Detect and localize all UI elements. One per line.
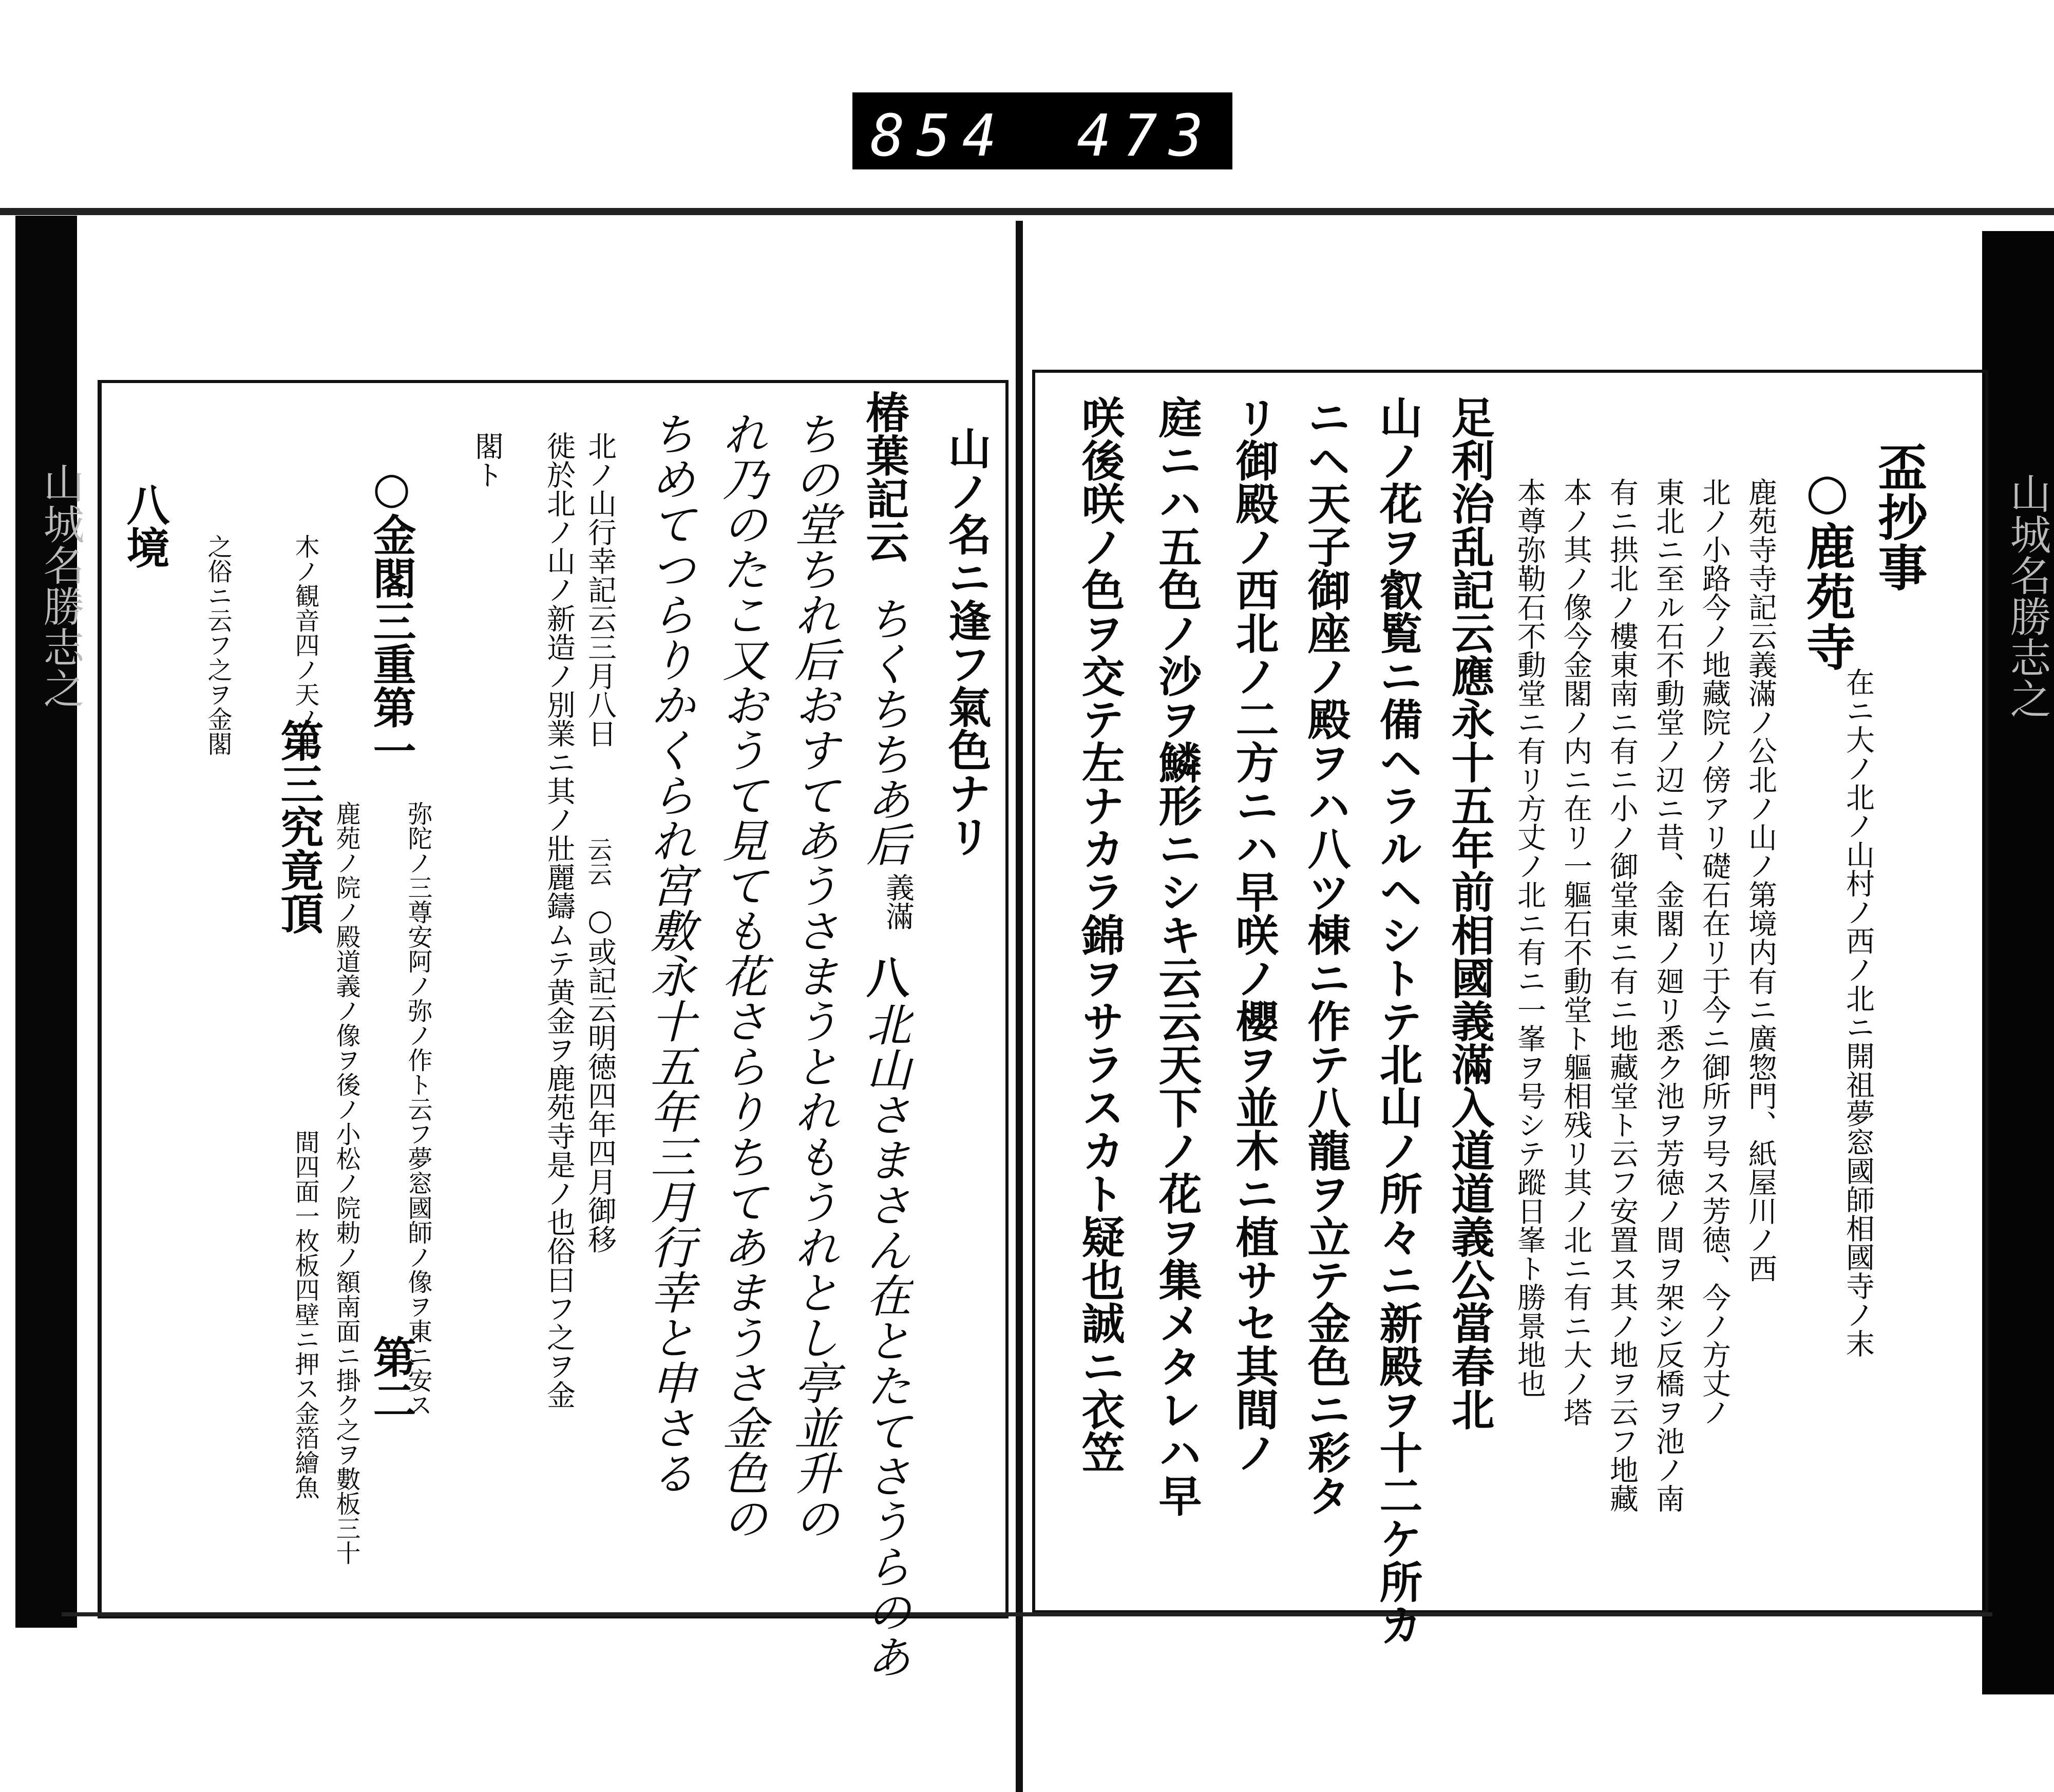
small-line-3: 東北ニ至ル石不動堂ノ辺ニ昔、金閣ノ廻リ悉ク池ヲ芳徳ノ間ヲ架シ反橋ヲ池ノ南 [1651,478,1685,1513]
entry-title: ○鹿苑寺 [1798,462,1856,672]
bottom-rule [62,1612,1992,1616]
body-line-1: 足利治乱記云應永十五年前相國義滿入道道義公當春北 [1444,395,1495,1431]
small-line-2: 北ノ小路今ノ地藏院ノ傍アリ礎石在リ于今ニ御所ヲ号ス芳徳、今ノ方丈ノ [1698,478,1731,1426]
kinkaku-note-5: 之俗ニ云フ之ヲ金閣 [203,534,232,756]
kinkaku-second: 第二 [366,1335,417,1421]
edge-title-right: 山城名勝志之 [2003,472,2051,719]
left-line-1: 山ノ名ニ逢フ氣色ナリ [941,426,992,857]
small-line-4: 有ニ拱北ノ樓東南ニ有ニ小ノ御堂東ニ有ニ地藏堂ト云フ安置ス其ノ地ヲ云フ地藏 [1605,478,1639,1513]
edge-title-left: 山城名勝志之 [36,462,84,709]
left-line-2-tail: 八 [859,955,910,998]
kinkaku-note-2: 鹿苑ノ院ノ殿道義ノ像ヲ後ノ小松ノ院勅ノ額南面ニ掛ク之ヲ數板三十 [332,801,360,1565]
small-line-5: 本ノ其ノ像今金閣ノ内ニ在リ一軀石不動堂ト軀相残リ其ノ北ニ有ニ大ノ塔 [1559,478,1592,1426]
body-line-5: 庭ニハ五色ノ沙ヲ鱗形ニシキ云云天下ノ花ヲ集メタレハ早 [1152,395,1203,1517]
left-line-2-head: 椿葉記云 [859,390,910,563]
cursive-line-3: れ乃のたこ又おうて見ても花さらりちてあまうさ金色の [715,411,768,1540]
top-rule [0,208,2054,215]
reel-label: 854 473 [852,92,1232,169]
kinkaku-note-3: 木ノ観音四ノ天ノ王 [291,534,319,756]
record-line-2: 徙於北ノ山ノ新造ノ別業ニ其ノ壯麗鑄ムテ黄金ヲ鹿苑寺是ノ也俗曰フ之ヲ金 [542,431,576,1409]
small-line-1: 鹿苑寺寺記云義滿ノ公北ノ山ノ第境内有ニ廣惣門、紙屋川ノ西 [1744,478,1777,1283]
kinkaku-title: ○金閣三重第一 [366,462,417,772]
entry-note: 在ニ大ノ北ノ山村ノ西ノ北ニ開祖夢窓國師相國寺ノ末 [1841,668,1875,1358]
cursive-line-1: 北山さまさん在とたてさうらのあ [859,1001,912,1679]
body-line-4: リ御殿ノ西北ノ二方ニハ早咲ノ櫻ヲ並木ニ植サセ其間ノ [1229,395,1280,1474]
record-line-1b: ○或記云明徳四年四月御移 [583,904,617,1253]
body-line-3: ニヘ天子御座ノ殿ヲハ八ツ棟ニ作テ八龍ヲ立テ金色ニ彩タ [1301,395,1352,1517]
cursive-line-2: ちの堂ちれ后おすてあうさまうとれもうれとし亭並升の [787,411,840,1540]
binder-edge-right [1982,231,2054,1694]
record-line-1: 北ノ山行幸記云三月八日 [583,431,617,748]
center-gutter [1016,221,1023,1792]
section-eight: 八境 [120,483,170,569]
left-line-2-cursive: ちくちちあ后 [859,596,912,867]
kinkaku-third: 第三究竟頂 [274,719,325,935]
body-line-6: 咲後咲ノ色ヲ交テ左ナカラ錦ヲサラスカト疑也誠ニ衣笠 [1075,395,1126,1474]
left-line-2-note: 義滿 [881,873,915,930]
small-line-6: 本尊弥勒石不動堂ニ有リ方丈ノ北ニ有ニ一峯ヲ号シテ蹤日峯ト勝景地也 [1513,478,1546,1398]
binder-edge-left [15,216,77,1628]
section-title: 盃抄事 [1870,442,1928,593]
body-line-2: 山ノ花ヲ叡覧ニ備ヘラルヘシトテ北山ノ所々ニ新殿ヲ十二ケ所カ [1373,395,1423,1646]
kinkaku-note-1: 弥陀ノ三尊安阿ノ弥ノ作ト云フ夢窓國師ノ像ヲ東ニ安ス [404,801,432,1417]
kinkaku-note-4: 間四面一枚板四壁ニ押ス金箔繪魚 [291,1130,319,1499]
record-note: 云云 [583,837,612,886]
record-line-3: 閣ト [470,431,504,489]
cursive-line-4: ちめてつらりかくられ宮敷永十五年三月行幸と申さる [643,411,696,1495]
